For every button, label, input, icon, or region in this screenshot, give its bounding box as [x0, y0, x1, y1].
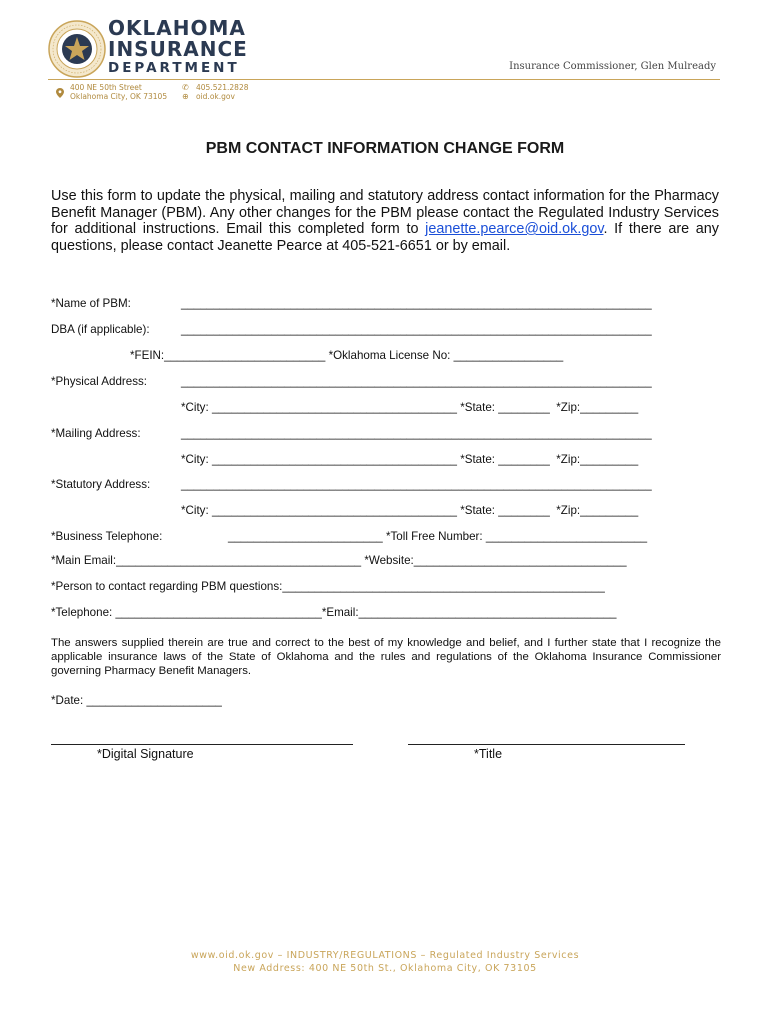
- toll-free-field[interactable]: _________________________: [485, 530, 648, 543]
- mailing-city-field[interactable]: ______________________________________: [211, 453, 457, 466]
- intro-text-start: Use this form to update the physical, mailing and statutory address contact information for the Pharmacy Benefit Manager (PBM). Any other changes for the PBM please contact the Regulated Industry Services for additional instructions. Email this completed form to: [51, 188, 719, 237]
- commissioner-name: Insurance Commissioner, Glen Mulready: [509, 61, 716, 72]
- statutory-address-field[interactable]: _________________________________________________________________________: [181, 478, 652, 491]
- state-label: *State:: [460, 504, 496, 517]
- mailing-address-label: *Mailing Address:: [51, 427, 141, 440]
- department-logotype: [108, 18, 248, 76]
- phone-number: 405.521.2828: [196, 83, 249, 92]
- digital-signature-label: *Digital Signature: [97, 747, 194, 761]
- zip-label: *Zip:: [556, 453, 581, 466]
- state-label: *State:: [460, 401, 496, 414]
- date-label: *Date:: [51, 694, 84, 707]
- main-email-label: *Main Email:: [51, 554, 117, 567]
- fein-label: *FEIN:: [130, 349, 165, 362]
- website-field[interactable]: _________________________________: [413, 554, 627, 567]
- email-field[interactable]: ________________________________________: [358, 606, 617, 619]
- statutory-state-field[interactable]: ________: [498, 504, 550, 517]
- date-row: [51, 694, 222, 707]
- intro-text-end: . If there are any questions, please contact Jeanette Pearce at 405-521-6651 or by email.: [51, 221, 719, 254]
- physical-address-label: *Physical Address:: [51, 375, 148, 388]
- address-line2: Oklahoma City, OK 73105: [70, 92, 168, 101]
- mailing-state-field[interactable]: ________: [498, 453, 550, 466]
- city-label: *City:: [181, 401, 209, 414]
- address-block: [70, 83, 167, 101]
- phone-row: [228, 530, 647, 543]
- physical-city-field[interactable]: ______________________________________: [211, 401, 457, 414]
- dba-label: DBA (if applicable):: [51, 323, 150, 336]
- contact-person-row: [51, 580, 605, 593]
- contact-person-label: *Person to contact regarding PBM questions:: [51, 580, 283, 593]
- date-field[interactable]: _____________________: [86, 694, 222, 707]
- zip-label: *Zip:: [556, 401, 581, 414]
- name-of-pbm-field[interactable]: _________________________________________________________________________: [181, 297, 652, 310]
- org-name-line2: INSURANCE: [108, 37, 248, 61]
- business-telephone-label: *Business Telephone:: [51, 530, 163, 543]
- contact-email-link[interactable]: jeanette.pearce@oid.ok.gov: [425, 221, 604, 237]
- statutory-city-state-zip-row: [181, 504, 638, 517]
- contact-tel-email-row: [51, 606, 616, 619]
- main-email-field[interactable]: ______________________________________: [116, 554, 362, 567]
- globe-icon: ⊕: [182, 92, 189, 101]
- contact-person-field[interactable]: __________________________________________________: [282, 580, 605, 593]
- mailing-zip-field[interactable]: _________: [580, 453, 639, 466]
- fein-field[interactable]: _________________________: [164, 349, 326, 362]
- website-link[interactable]: oid.ok.gov: [196, 92, 235, 101]
- oklahoma-insurance-seal: [48, 20, 106, 78]
- state-label: *State:: [460, 453, 496, 466]
- map-pin-icon: [56, 88, 64, 100]
- intro-paragraph: [51, 188, 719, 254]
- dba-field[interactable]: _________________________________________________________________________: [181, 323, 652, 336]
- title-field-label: *Title: [474, 747, 503, 761]
- header-divider: [48, 79, 720, 80]
- telephone-field[interactable]: ________________________________: [115, 606, 322, 619]
- title-line[interactable]: [408, 744, 685, 745]
- city-label: *City:: [181, 453, 209, 466]
- physical-address-field[interactable]: _________________________________________________________________________: [181, 375, 652, 388]
- footer-line2: New Address: 400 NE 50th St., Oklahoma City, OK 73105: [233, 963, 537, 974]
- website-label: *Website:: [364, 554, 414, 567]
- toll-free-label: *Toll Free Number:: [385, 530, 483, 543]
- statutory-zip-field[interactable]: _________: [580, 504, 639, 517]
- physical-state-field[interactable]: ________: [498, 401, 550, 414]
- statutory-city-field[interactable]: ______________________________________: [211, 504, 457, 517]
- signature-line[interactable]: [51, 744, 353, 745]
- mailing-address-field[interactable]: _________________________________________________________________________: [181, 427, 652, 440]
- statutory-address-label: *Statutory Address:: [51, 478, 151, 491]
- org-name-line3: DEPARTMENT: [108, 60, 240, 76]
- physical-city-state-zip-row: [181, 401, 638, 414]
- telephone-label: *Telephone:: [51, 606, 113, 619]
- zip-label: *Zip:: [556, 504, 581, 517]
- physical-zip-field[interactable]: _________: [580, 401, 639, 414]
- email-website-row: [51, 554, 627, 567]
- form-title: PBM CONTACT INFORMATION CHANGE FORM: [205, 140, 565, 157]
- phone-web-block: [182, 83, 249, 101]
- license-label: *Oklahoma License No:: [328, 349, 451, 362]
- fein-row: [130, 349, 563, 362]
- license-field[interactable]: _________________: [453, 349, 564, 362]
- org-name-line1: OKLAHOMA: [108, 16, 246, 40]
- email-label: *Email:: [321, 606, 359, 619]
- mailing-city-state-zip-row: [181, 453, 638, 466]
- city-label: *City:: [181, 504, 209, 517]
- footer-line1: www.oid.ok.gov – INDUSTRY/REGULATIONS – Regulated Industry Services: [190, 950, 580, 961]
- address-line1: 400 NE 50th Street: [70, 83, 142, 92]
- name-of-pbm-label: *Name of PBM:: [51, 297, 131, 310]
- business-telephone-field[interactable]: ________________________: [228, 530, 383, 543]
- phone-icon: ✆: [182, 83, 189, 92]
- certification-statement: The answers supplied therein are true and correct to the best of my knowledge and belief, and I further state that I recognize the applicable insurance laws of the State of Oklahoma and the rules and regulations of the Oklahoma Insurance Commissioner governing Pharmacy Benefit Managers.: [51, 637, 721, 677]
